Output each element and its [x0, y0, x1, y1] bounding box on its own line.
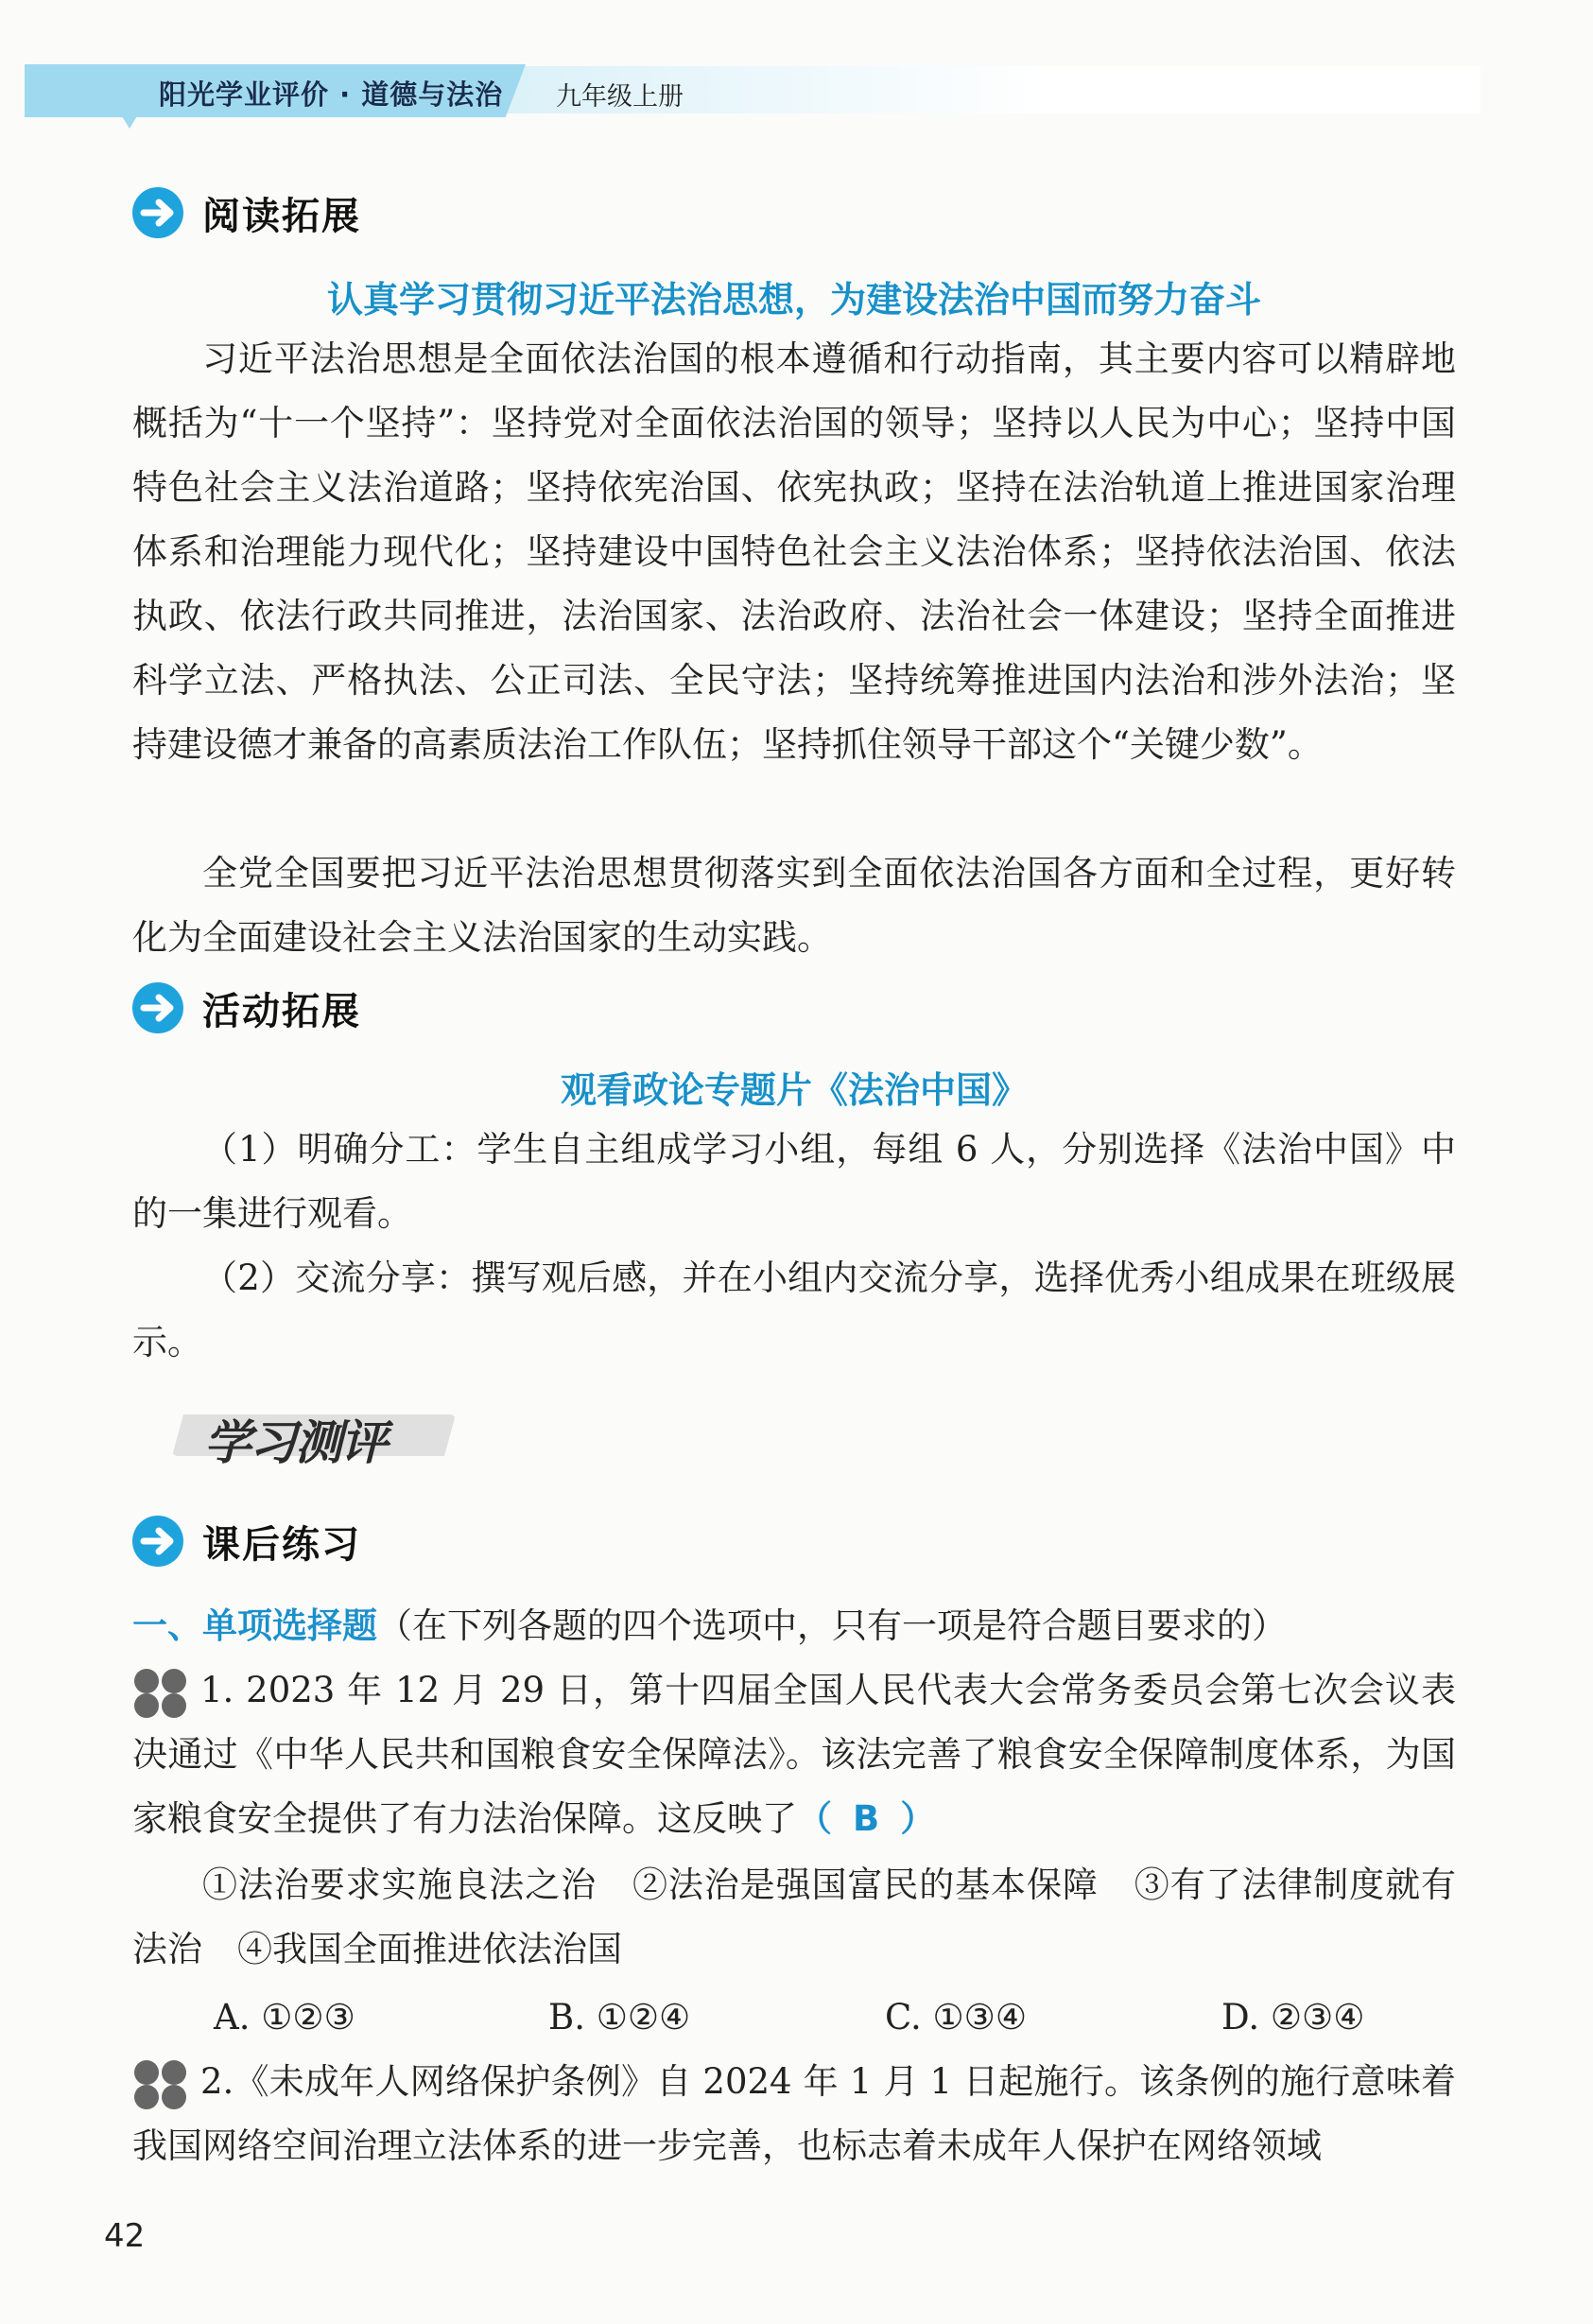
reading-title: 认真学习贯彻习近平法治思想，为建设法治中国而努力奋斗: [326, 278, 1261, 321]
question-1-answer-close: ）: [900, 1798, 936, 1839]
assessment-banner: [172, 1397, 569, 1473]
question-section-title: [132, 1598, 1287, 1655]
pass-standard-badge-icon: [132, 1668, 189, 1719]
header-title: 阳光学业评价 · 道德与法治: [159, 78, 504, 111]
question-section-note: （在下列各题的四个选项中，只有一项是符合题目要求的）: [377, 1605, 1287, 1646]
question-1-answer-open: （: [797, 1798, 832, 1839]
header-notch: [119, 112, 140, 129]
pass-standard-badge-icon: [132, 2059, 189, 2110]
reading-paragraph-1: 习近平法治思想是全面依法治国的根本遵循和行动指南，其主要内容可以精辟地概括为“十一个坚持”：坚持党对全面依法治国的领导；坚持以人民为中心；坚持中国特色社会主义法治道路；坚持依宪治国、依宪执政；坚持在法治轨道上推进国家治理体系和治理能力现代化；坚持建设中国特色社会主义法治体系；坚持依法治国、依法执政、依法行政共同推进，法治国家、法治政府、法治社会一体建设；坚持全面推进科学立法、严格执法、公正司法、全民守法；坚持统筹推进国内法治和涉外法治；坚持建设德才兼备的高素质法治工作队伍；坚持抓住领导干部这个“关键少数”。: [132, 338, 1456, 765]
activity-heading: 活动拓展: [202, 989, 361, 1033]
question-2-text: 2.《未成年人网络保护条例》自 2024 年 1 月 1 日起施行。该条例的施行意味着我国网络空间治理立法体系的进一步完善，也标志着未成年人保护在网络领域: [132, 2061, 1456, 2166]
arrow-right-icon: [132, 982, 183, 1033]
activity-paragraph-2: （2）交流分享：撰写观后感，并在小组内交流分享，选择优秀小组成果在班级展示。: [132, 1257, 1456, 1362]
reading-paragraph-2: 全党全国要把习近平法治思想贯彻落实到全面依法治国各方面和全过程，更好转化为全面建设社会主义法治国家的生动实践。: [132, 853, 1456, 958]
exercise-section-heading: [132, 1513, 361, 1570]
question-1-text: 1. 2023 年 12 月 29 日，第十四届全国人民代表大会常务委员会第七次会议表决通过《中华人民共和国粮食安全保障法》。该法完善了粮食安全保障制度体系，为国家粮食安全提供了有力法治保障。这反映了: [132, 1670, 1456, 1839]
header-grade: 九年级上册: [556, 82, 684, 112]
question-section-lead: 一、单项选择题: [132, 1605, 377, 1646]
question-1-options: [132, 1986, 1456, 2050]
arrow-right-icon: [132, 1516, 183, 1567]
option-c: C. ①③④: [885, 1997, 1028, 2038]
question-1-statements: ①法治要求实施良法之治 ②法治是强国富民的基本保障 ③有了法律制度就有法治 ④我国全面推进依法治国: [132, 1864, 1456, 1969]
exercise-heading: 课后练习: [202, 1522, 361, 1567]
question-1-answer: B: [853, 1798, 880, 1839]
option-a: A. ①②③: [214, 1997, 355, 2038]
reading-heading: 阅读拓展: [202, 194, 361, 238]
activity-section-heading: [132, 980, 361, 1036]
reading-section-heading: [132, 184, 361, 241]
activity-title: 观看政论专题片《法治中国》: [560, 1068, 1028, 1111]
question-2-stem: [132, 2050, 1456, 2178]
question-1-stem: [132, 1658, 1456, 1851]
assessment-banner-text: 学习测评: [204, 1415, 386, 1470]
arrow-right-icon: [132, 187, 183, 238]
page-number: 42: [104, 2217, 146, 2255]
option-b: B. ①②④: [548, 1997, 691, 2038]
option-d: D. ②③④: [1221, 1997, 1365, 2038]
activity-paragraph-1: （1）明确分工：学生自主组成学习小组，每组 6 人，分别选择《法治中国》中的一集进行观看。: [132, 1129, 1456, 1234]
